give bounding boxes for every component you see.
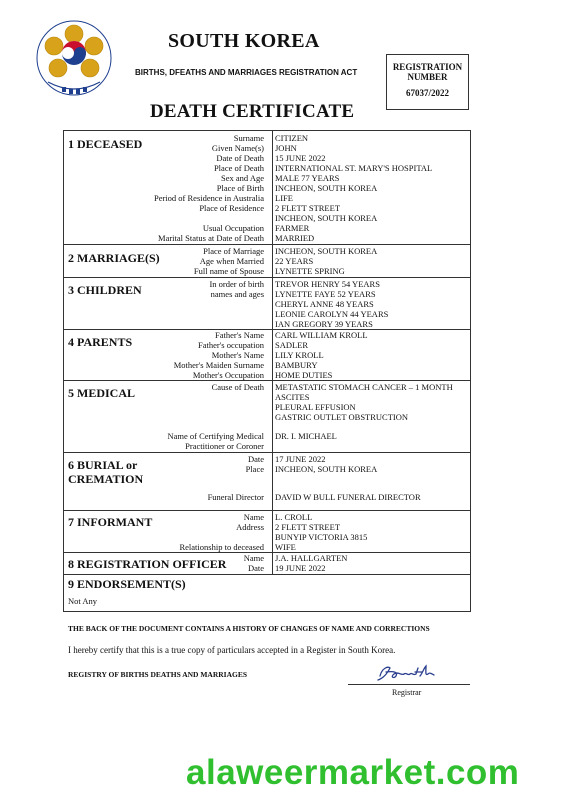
field-value: METASTATIC STOMACH CANCER – 1 MONTH xyxy=(275,382,453,392)
watermark-text: alaweermarket.com xyxy=(186,753,520,792)
certificate-table xyxy=(63,130,471,612)
registrar-signature xyxy=(372,662,442,684)
field-label: Age when Married xyxy=(199,256,264,266)
section-parents xyxy=(64,330,470,381)
field-label: Address xyxy=(236,522,264,532)
field-label: Father's Name xyxy=(215,330,264,340)
field-value: J.A. HALLGARTEN xyxy=(275,553,348,563)
field-value: 19 JUNE 2022 xyxy=(275,563,326,573)
field-value: ASCITES xyxy=(275,392,310,402)
document-title: DEATH CERTIFICATE xyxy=(150,101,355,122)
field-value: L. CROLL xyxy=(275,512,313,522)
field-label: Date xyxy=(247,563,264,573)
section-title: 9 ENDORSEMENT(S) xyxy=(68,577,186,591)
country-title: SOUTH KOREA xyxy=(168,30,320,52)
field-label: Funeral Director xyxy=(207,492,264,502)
field-value: 2 FLETT STREET xyxy=(275,522,341,532)
field-value: SADLER xyxy=(275,340,309,350)
field-label: Name of Certifying Medical xyxy=(167,431,264,441)
registration-label: REGISTRATION NUMBER xyxy=(392,62,463,82)
section-medical xyxy=(64,381,470,453)
field-label: Relationship to deceased xyxy=(179,542,264,552)
field-value: INCHEON, SOUTH KOREA xyxy=(275,464,378,474)
field-label: Father's occupation xyxy=(198,340,264,350)
field-value: INCHEON, SOUTH KOREA xyxy=(275,183,378,193)
field-label: Date xyxy=(247,454,264,464)
section-burial xyxy=(64,453,470,511)
field-label: Practitioner or Coroner xyxy=(185,441,264,451)
section-title: 8 REGISTRATION OFFICER xyxy=(68,557,227,571)
section-title: 7 INFORMANT xyxy=(68,515,153,529)
field-value: 2 FLETT STREET xyxy=(275,203,341,213)
field-value: 15 JUNE 2022 xyxy=(275,153,326,163)
field-value: JOHN xyxy=(275,143,297,153)
field-value: INCHEON, SOUTH KOREA xyxy=(275,213,378,223)
field-value: MALE 77 YEARS xyxy=(275,173,340,183)
field-value: CARL WILLIAM KROLL xyxy=(275,330,368,340)
section-endorsement xyxy=(64,575,470,611)
field-value: 17 JUNE 2022 xyxy=(275,454,326,464)
field-value: LIFE xyxy=(275,193,293,203)
field-value: DR. I. MICHAEL xyxy=(275,431,337,441)
section-title: CREMATION xyxy=(68,472,144,486)
certification-text: I hereby certify that this is a true copy of particulars accepted in a Register in South Korea. xyxy=(68,645,396,655)
field-label: Place of Residence xyxy=(199,203,264,213)
section-marriage xyxy=(64,245,470,278)
field-value: DAVID W BULL FUNERAL DIRECTOR xyxy=(275,492,421,502)
section-registration-officer xyxy=(64,553,470,575)
field-label: Full name of Spouse xyxy=(193,266,264,276)
back-note: THE BACK OF THE DOCUMENT CONTAINS A HISTORY OF CHANGES OF NAME AND CORRECTIONS xyxy=(68,624,430,633)
field-value: 22 YEARS xyxy=(275,256,314,266)
field-value: LYNETTE SPRING xyxy=(275,266,345,276)
field-value: INCHEON, SOUTH KOREA xyxy=(275,246,378,256)
section-title: 1 DECEASED xyxy=(68,137,143,151)
field-value: TREVOR HENRY 54 YEARS xyxy=(275,279,380,289)
field-value: MARRIED xyxy=(275,233,315,243)
field-label: Usual Occupation xyxy=(202,223,264,233)
field-value: HOME DUTIES xyxy=(275,370,333,380)
signature-line xyxy=(348,684,470,685)
registration-box xyxy=(386,54,469,110)
section-title: 3 CHILDREN xyxy=(68,283,142,297)
field-value: BUNYIP VICTORIA 3815 xyxy=(275,532,368,542)
field-label: Period of Residence in Australia xyxy=(153,193,264,203)
section-informant xyxy=(64,511,470,553)
field-value: PLEURAL EFFUSION xyxy=(275,402,356,412)
registration-number: 67037/2022 xyxy=(405,88,449,98)
section-children xyxy=(64,278,470,330)
field-value: GASTRIC OUTLET OBSTRUCTION xyxy=(275,412,409,422)
field-value: LYNETTE FAYE 52 YEARS xyxy=(275,289,376,299)
field-label: Sex and Age xyxy=(221,173,264,183)
field-label: Place of Marriage xyxy=(203,246,264,256)
field-label: Name xyxy=(243,553,264,563)
field-label: names and ages xyxy=(210,289,264,299)
field-value: LEONIE CAROLYN 44 YEARS xyxy=(275,309,389,319)
field-value: LILY KROLL xyxy=(275,350,324,360)
field-value: INTERNATIONAL ST. MARY'S HOSPITAL xyxy=(275,163,433,173)
registrar-label: Registrar xyxy=(392,688,422,697)
field-label: Cause of Death xyxy=(211,382,264,392)
act-title: BIRTHS, DFEATHS AND MARRIAGES REGISTRATION ACT xyxy=(135,68,358,77)
field-label: Place of Death xyxy=(213,163,264,173)
registry-name: REGISTRY OF BIRTHS DEATHS AND MARRIAGES xyxy=(68,670,248,679)
korean-government-seal-icon xyxy=(34,20,114,102)
field-value: IAN GREGORY 39 YEARS xyxy=(275,319,373,329)
section-deceased xyxy=(64,131,470,245)
field-label: Marital Status at Date of Death xyxy=(158,233,264,243)
field-label: Date of Death xyxy=(216,153,264,163)
field-label: In order of birth xyxy=(209,279,264,289)
field-value: WIFE xyxy=(275,542,296,552)
section-title: 4 PARENTS xyxy=(68,335,133,349)
field-label: Mother's Occupation xyxy=(192,370,264,380)
field-label: Mother's Maiden Surname xyxy=(173,360,264,370)
field-label: Name xyxy=(243,512,264,522)
field-label: Place xyxy=(245,464,264,474)
field-value: CHERYL ANNE 48 YEARS xyxy=(275,299,374,309)
endorsement-text: Not Any xyxy=(68,596,98,606)
field-value: CITIZEN xyxy=(275,133,309,143)
section-title: 6 BURIAL or xyxy=(68,458,138,472)
field-label: Given Name(s) xyxy=(211,143,264,153)
field-label: Place of Birth xyxy=(216,183,264,193)
field-value: FARMER xyxy=(275,223,310,233)
section-title: 5 MEDICAL xyxy=(68,386,136,400)
field-label: Mother's Name xyxy=(211,350,264,360)
section-title: 2 MARRIAGE(S) xyxy=(68,251,160,265)
field-label: Surname xyxy=(233,133,264,143)
field-value: BAMBURY xyxy=(275,360,318,370)
